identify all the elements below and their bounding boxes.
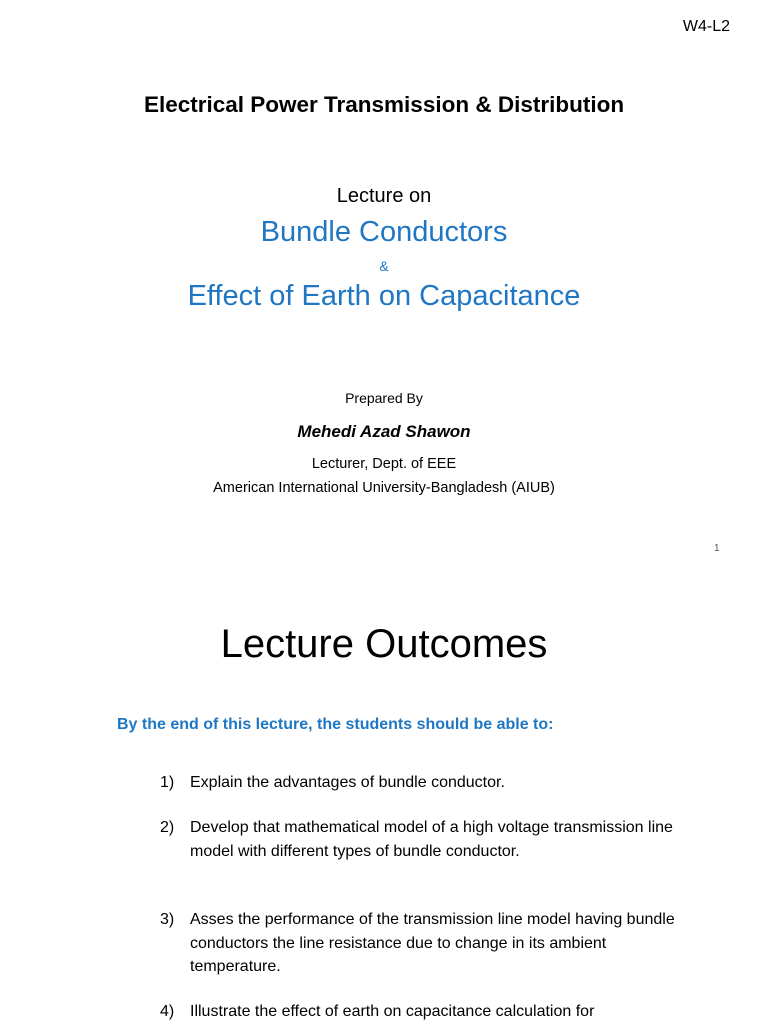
course-title: Electrical Power Transmission & Distribution <box>143 92 625 117</box>
topic-title-earth-effect: Effect of Earth on Capacitance <box>187 280 581 312</box>
author-organization: American International University-Bangladesh (AIUB) <box>213 480 555 496</box>
page-number: 1 <box>714 543 720 554</box>
outcome-item <box>160 771 680 795</box>
outcome-number: 2) <box>160 819 175 836</box>
outcome-number: 3) <box>160 911 175 928</box>
prepared-by-label: Prepared By <box>345 390 423 406</box>
outcome-number: 1) <box>160 774 175 791</box>
slide-tag: W4-L2 <box>682 18 730 35</box>
outcome-text: Explain the advantages of bundle conductor. <box>190 774 505 791</box>
outcome-item <box>160 816 680 863</box>
author-role: Lecturer, Dept. of EEE <box>311 456 457 472</box>
topic-ampersand: & <box>379 258 389 274</box>
topic-title-bundle-conductors: Bundle Conductors <box>260 216 508 248</box>
outcome-text: Illustrate the effect of earth on capacitance calculation for <box>190 1003 595 1020</box>
lecture-on-label: Lecture on <box>336 185 432 207</box>
outcome-item <box>160 1000 680 1024</box>
outcome-text: Asses the performance of the transmission line model having bundle conductors the line resistance due to change in its ambient temperature. <box>190 911 675 975</box>
outcomes-intro: By the end of this lecture, the students should be able to: <box>117 716 554 733</box>
author-name: Mehedi Azad Shawon <box>297 422 471 441</box>
outcome-text: Develop that mathematical model of a high voltage transmission line model with different types of bundle conductor. <box>190 819 673 860</box>
outcomes-title: Lecture Outcomes <box>220 622 548 666</box>
outcome-item <box>160 908 680 979</box>
outcome-number: 4) <box>160 1003 175 1020</box>
